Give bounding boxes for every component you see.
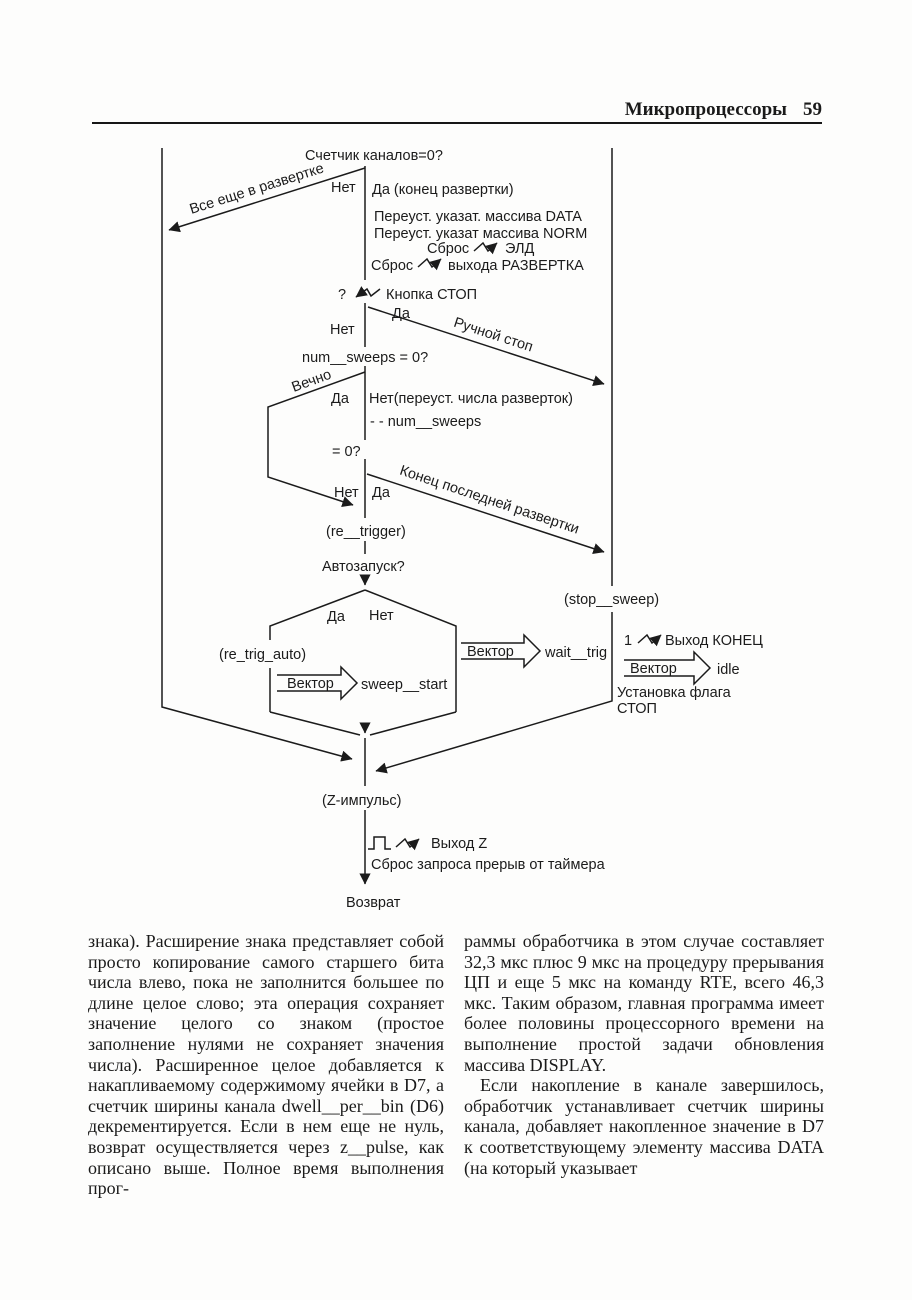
- label-no-4: Нет: [369, 608, 394, 624]
- label-autostart-q: Автозапуск?: [322, 559, 405, 575]
- label-set-flag-line1: Установка флага: [617, 685, 731, 701]
- label-reset-data-pointer: Переуст. указат. массива DATA: [374, 209, 582, 225]
- label-decrement-num-sweeps: - - num__sweeps: [370, 414, 482, 430]
- label-yes-3: Да: [331, 391, 349, 407]
- label-reset-norm-pointer: Переуст. указат массива NORM: [374, 226, 588, 242]
- label-sweep-output: выхода РАЗВЕРТКА: [448, 258, 584, 274]
- label-vector-3: Вектор: [630, 661, 677, 677]
- label-eld: ЭЛД: [505, 241, 535, 257]
- page-number: 59: [803, 99, 822, 120]
- hexagon-left-top: [270, 590, 365, 640]
- edge-pulse-icon-eld: [474, 243, 497, 251]
- label-num-sweeps-q: num__sweeps = 0?: [302, 350, 429, 366]
- label-no-reset-sweeps: Нет(переуст. числа разверток): [369, 391, 573, 407]
- article-left-paragraph: знака). Расширение знака представляет собой просто копирование самого старшего бита числа влево, пока не заполнится большее по длине целое слово; эта операция сохраняет значение целого со знаком (простое заполнение нулями не сохраняет значения числа). Расширенное целое добавляется к накапливаемому содержимому ячейки в D7, а счетчик ширины канала dwell__per__bin (D6) декрементируется. Если в нем еще не нуль, возврат осуществляется через z__pulse, как описано выше. Полное время выполнения прог-: [88, 931, 444, 1199]
- article-left-column: [88, 931, 444, 1199]
- label-zero-q: = 0?: [332, 444, 361, 460]
- edge-pulse-icon-z: [396, 839, 419, 847]
- left-rail: [162, 148, 352, 759]
- hexagon-bottom-left: [270, 712, 360, 735]
- label-manual-stop: Ручной стоп: [451, 314, 535, 356]
- label-idle: idle: [717, 662, 740, 678]
- label-output-end: Выход КОНЕЦ: [665, 633, 763, 649]
- label-reset-eld-word: Сброс: [427, 241, 470, 257]
- label-yes-end-sweep: Да (конец развертки): [372, 182, 514, 198]
- label-forever: Вечно: [289, 366, 334, 396]
- label-no-2: Нет: [330, 322, 355, 338]
- pulse-icon-z: [368, 837, 391, 849]
- label-last-sweep-end: Конец последней развертки: [397, 462, 581, 538]
- last-sweep-arrow: [367, 474, 604, 552]
- label-one: 1: [624, 633, 633, 649]
- article-right-paragraph-1: раммы обработчика в этом случае составляет 32,3 мкс плюс 9 мкс на процедуру прерывания ЦП и еще 5 мкс на команду RTE, всего 46,3 мкс. Таким образом, главная программа имеет более половины процессорного времени на выполнение простой задачи обновления массива DISPLAY.: [464, 931, 824, 1075]
- label-wait-trig: wait__trig: [545, 645, 608, 661]
- label-return: Возврат: [346, 895, 401, 911]
- label-channel-counter: Счетчик каналов=0?: [305, 148, 443, 164]
- label-reset-timer-irq: Сброс запроса прерыв от таймера: [371, 857, 605, 873]
- label-reset-sweep-word: Сброс: [371, 258, 414, 274]
- label-output-z: Выход Z: [431, 836, 488, 852]
- article-right-column: [464, 931, 824, 1199]
- label-no-3: Нет: [334, 485, 359, 501]
- label-vector-1: Вектор: [287, 676, 334, 692]
- label-no-1: Нет: [331, 180, 356, 196]
- label-re-trigger: (re__trigger): [326, 524, 406, 540]
- label-still-in-sweep: Все еще в развертке: [187, 160, 326, 218]
- edge-pulse-icon-sweep: [418, 259, 441, 267]
- hexagon-bottom-right: [370, 712, 456, 735]
- label-stop-sweep: (stop__sweep): [564, 592, 660, 608]
- edge-pulse-icon-stop-button: [356, 289, 380, 297]
- edge-pulse-icon-end: [638, 635, 661, 643]
- label-yes-5: Да: [327, 609, 345, 625]
- label-set-flag-line2: СТОП: [617, 701, 657, 717]
- label-z-pulse: (Z-импульс): [322, 793, 402, 809]
- label-stop-button: Кнопка СТОП: [386, 287, 478, 303]
- article-right-paragraph-2: Если накопление в канале завершилось, обработчик устанавливает счетчик ширины канала, добавляет накопленное значение в D7 к соответствующему элементу массива DATA (на который указывает: [464, 1075, 824, 1178]
- label-re-trig-auto: (re_trig_auto): [219, 647, 307, 663]
- label-yes-4: Да: [372, 485, 390, 501]
- flow-labels: [188, 148, 763, 911]
- label-question-mark: ?: [338, 287, 347, 303]
- running-title: Микропроцессоры: [624, 99, 787, 120]
- label-vector-2: Вектор: [467, 644, 514, 660]
- article-columns: [88, 931, 824, 1199]
- label-sweep-start: sweep__start: [361, 677, 448, 693]
- label-yes-2: Да: [392, 306, 410, 322]
